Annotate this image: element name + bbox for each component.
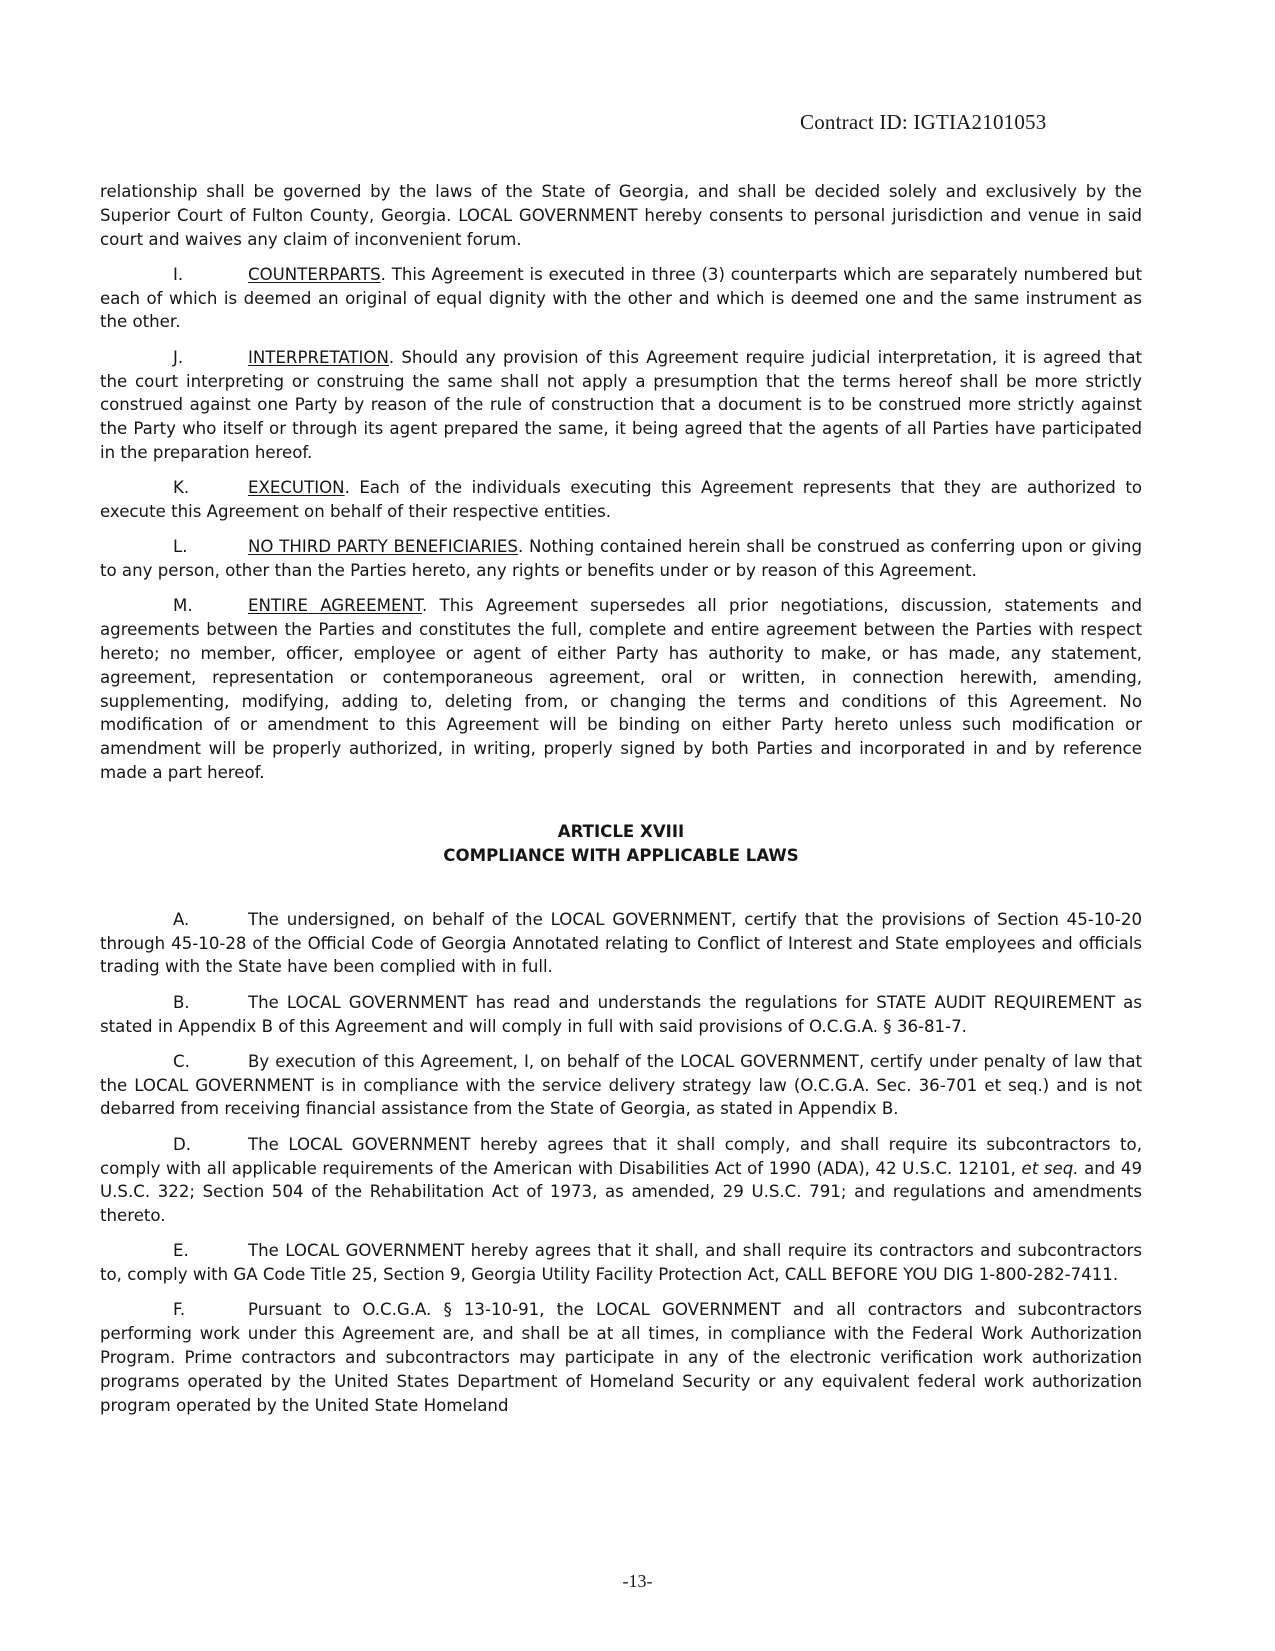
section-text: . This Agreement supersedes all prior negotiations, discussion, statements and agreements between the Parties and constitutes the full, complete and entire agreement between the Parties with respect hereto; no member, officer, employee or agent of either Party has authority to make, or has made, any statement, agreement, representation or contemporaneous agreement, oral or written, in connection herewith, amending, supplementing, modifying, adding to, deleting from, or changing the terms and conditions of this Agreement. No modification of or amendment to this Agreement will be binding on either Party hereto unless such modification or amendment will be properly authorized, in writing, properly signed by both Parties and incorporated in and by reference made a part hereof. (100, 596, 1142, 783)
section-text: By execution of this Agreement, I, on behalf of the LOCAL GOVERNMENT, certify under penalty of law that the LOCAL GOVERNMENT is in compliance with the service delivery strategy law (O.C.G.A. Sec. 36-701 et seq.) and is not debarred from receiving financial assistance from the State of Georgia, as stated in Appendix B. (100, 1051, 1142, 1119)
section-text: The LOCAL GOVERNMENT has read and understands the regulations for STATE AUDIT REQUIREMENT as stated in Appendix B of this Agreement and will comply in full with said provisions of O.C.G.A. § 36-81-7. (100, 992, 1142, 1036)
section-heading: INTERPRETATION (248, 347, 389, 367)
section-letter: C. (173, 1051, 190, 1071)
section-text: The LOCAL GOVERNMENT hereby agrees that it shall, and shall require its contractors and subcontractors to, comply with GA Code Title 25, Section 9, Georgia Utility Facility Protection Act, CALL BEFORE YOU DIG 1-800-282-7411. (100, 1241, 1142, 1285)
section-text: and 49 U.S.C. 322; Section 504 of the Rehabilitation Act of 1973, as amended, 29 U.S.C. 791; and regulations and amendments thereto. (100, 1158, 1143, 1226)
section-letter: A. (173, 909, 190, 929)
section-text-italic: et seq. (1021, 1158, 1079, 1178)
section-text: . Each of the individuals executing this Agreement represents that they are authorized to execute this Agreement on behalf of their respective entities. (100, 478, 1142, 522)
section-a (100, 908, 1142, 979)
contract-id-header: Contract ID: IGTIA2101053 (800, 110, 1047, 134)
section-text: . Nothing contained herein shall be construed as conferring upon or giving to any person, other than the Parties hereto, any rights or benefits under or by reason of this Agreement. (100, 537, 1142, 581)
section-heading: COUNTERPARTS (248, 264, 381, 284)
section-letter: E. (173, 1241, 189, 1261)
section-text: Pursuant to O.C.G.A. § 13-10-91, the LOCAL GOVERNMENT and all contractors and subcontractors performing work under this Agreement are, and shall be at all times, in compliance with the Federal Work Authorization Program. Prime contractors and subcontractors may participate in any of the electronic verification work authorization programs operated by the United States Department of Homeland Security or any equivalent federal work authorization program operated by the United State Homeland (100, 1300, 1142, 1415)
section-letter: K. (173, 478, 190, 498)
page-number: -13- (622, 1571, 653, 1591)
section-letter: B. (173, 992, 190, 1012)
section-text: The undersigned, on behalf of the LOCAL GOVERNMENT, certify that the provisions of Section 45-10-20 through 45-10-28 of the Official Code of Georgia Annotated relating to Conflict of Interest and State employees and officials trading with the State have been complied with in full. (100, 909, 1142, 977)
section-heading: NO THIRD PARTY BENEFICIARIES (248, 537, 518, 557)
article-number: ARTICLE XVIII (557, 821, 685, 841)
section-letter: M. (173, 596, 193, 616)
section-f (100, 1298, 1142, 1417)
section-text: . This Agreement is executed in three (3) counterparts which are separately numbered but each of which is deemed an original of equal dignity with the other and which is deemed one and the same instrument as the other. (100, 264, 1142, 332)
continuation-paragraph: relationship shall be governed by the laws of the State of Georgia, and shall be decided solely and exclusively by the Superior Court of Fulton County, Georgia. LOCAL GOVERNMENT hereby consents to personal jurisdiction and venue in said court and waives any claim of inconvenient forum. (100, 182, 1142, 249)
section-j-interpretation (100, 346, 1142, 465)
section-text: . Should any provision of this Agreement require judicial interpretation, it is agreed that the court interpreting or construing the same shall not apply a presumption that the terms hereof shall be more strictly construed against one Party by reason of the rule of construction that a document is to be construed more strictly against the Party who itself or through its agent prepared the same, it being agreed that the agents of all Parties have participated in the preparation hereof. (100, 347, 1142, 462)
section-letter: I. (173, 264, 184, 284)
section-d (100, 1133, 1142, 1228)
section-heading: ENTIRE AGREEMENT (248, 596, 423, 616)
section-i-counterparts (100, 263, 1142, 334)
document-body (100, 180, 1142, 1429)
section-c (100, 1050, 1142, 1121)
section-letter: J. (173, 347, 184, 367)
section-b (100, 991, 1142, 1039)
section-l-no-third-party (100, 535, 1142, 583)
section-heading: EXECUTION (248, 478, 345, 498)
article-heading (100, 820, 1142, 868)
section-text: The LOCAL GOVERNMENT hereby agrees that it shall comply, and shall require its subcontractors to, comply with all applicable requirements of the American with Disabilities Act of 1990 (ADA), 42 U.S.C. 12101, (100, 1134, 1142, 1178)
section-m-entire-agreement (100, 594, 1142, 784)
section-k-execution (100, 476, 1142, 524)
section-letter: D. (173, 1134, 192, 1154)
section-e (100, 1239, 1142, 1287)
section-letter: F. (173, 1300, 186, 1320)
section-letter: L. (173, 537, 188, 557)
article-title: COMPLIANCE WITH APPLICABLE LAWS (443, 845, 799, 865)
